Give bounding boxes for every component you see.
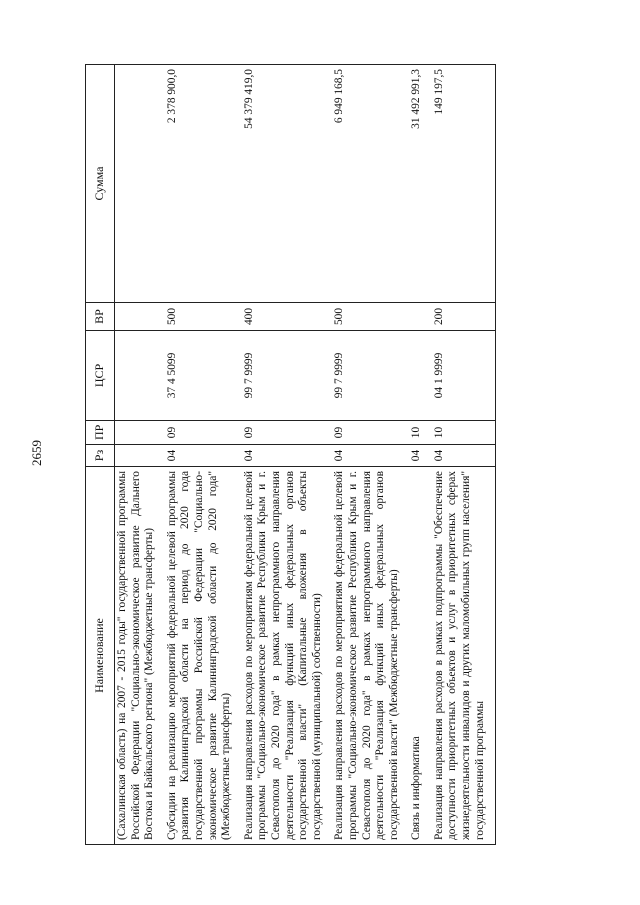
row-rz: 04	[332, 445, 409, 467]
row-pr: 09	[165, 421, 242, 445]
row-rz: 04	[409, 445, 432, 467]
table-row	[165, 65, 242, 845]
table-row	[332, 65, 409, 845]
row-name: (Сахалинская область) на 2007 - 2015 годы" государственной программы Российской Федерации "Социально-экономическое развитие Дальнего Востока и Байкальского региона" (Межбюджетные трансферты)	[115, 467, 165, 845]
page-number-text: 2659	[29, 440, 44, 466]
row-csr: 99 7 9999	[332, 331, 409, 421]
table-row	[242, 65, 333, 845]
header-name: Наименование	[86, 467, 115, 845]
row-rz: 04	[242, 445, 333, 467]
row-pr: 09	[332, 421, 409, 445]
row-sum: 2 378 900,0	[165, 65, 242, 303]
row-name: Субсидии на реализацию мероприятий федеральной целевой программы развития Калининградской области на период до 2020 года государственной программы Российской Федерации "Социально-экономическое развитие Калининградской области до 2020 года" (Межбюджетные трансферты)	[165, 467, 242, 845]
table-row	[432, 65, 496, 845]
row-name: Реализация направления расходов по мероприятиям федеральной целевой программы "Социально-экономическое развитие Республики Крым и г. Севастополя до 2020 года" в рамках непрограммного направления деятельности "Реализация функций иных федеральных органов государственной власти" (Капитальные вложения в объекты государственной (муниципальной) собственности)	[242, 467, 333, 845]
header-sum: Сумма	[86, 65, 115, 303]
row-pr: 10	[432, 421, 496, 445]
row-sum: 31 492 991,3	[409, 65, 432, 303]
row-vr: 200	[432, 303, 496, 331]
row-vr: 500	[332, 303, 409, 331]
row-name: Связь и информатика	[409, 467, 432, 845]
table-header-row	[86, 65, 115, 845]
row-csr: 04 1 9999	[432, 331, 496, 421]
row-csr: 37 4 5099	[165, 331, 242, 421]
row-name: Реализация направления расходов по мероприятиям федеральной целевой программы "Социально-экономическое развитие Республики Крым и г. Севастополя до 2020 года" в рамках непрограммного направления деятельности "Реализация функций иных федеральных органов государственной власти" (Межбюджетные трансферты)	[332, 467, 409, 845]
row-csr	[115, 331, 165, 421]
row-pr: 10	[409, 421, 432, 445]
header-rz: Рз	[86, 445, 115, 467]
row-sum: 149 197,5	[432, 65, 496, 303]
row-rz: 04	[432, 445, 496, 467]
row-pr	[115, 421, 165, 445]
row-pr: 09	[242, 421, 333, 445]
table-row	[115, 65, 165, 845]
row-vr	[115, 303, 165, 331]
header-csr: ЦСР	[86, 331, 115, 421]
table-row	[409, 65, 432, 845]
row-rz	[115, 445, 165, 467]
row-sum	[115, 65, 165, 303]
row-vr	[409, 303, 432, 331]
budget-table	[85, 64, 496, 845]
row-csr: 99 7 9999	[242, 331, 333, 421]
row-name: Реализация направления расходов в рамках подпрограммы "Обеспечение доступности приоритетных объектов и услуг в приоритетных сферах жизнедеятельности инвалидов и других маломобильных групп населения" государственной программы	[432, 467, 496, 845]
header-pr: ПР	[86, 421, 115, 445]
row-vr: 400	[242, 303, 333, 331]
row-vr: 500	[165, 303, 242, 331]
row-sum: 54 379 419,0	[242, 65, 333, 303]
row-rz: 04	[165, 445, 242, 467]
row-csr	[409, 331, 432, 421]
budget-table-sheet	[85, 65, 515, 845]
row-sum: 6 949 168,5	[332, 65, 409, 303]
header-vr: ВР	[86, 303, 115, 331]
